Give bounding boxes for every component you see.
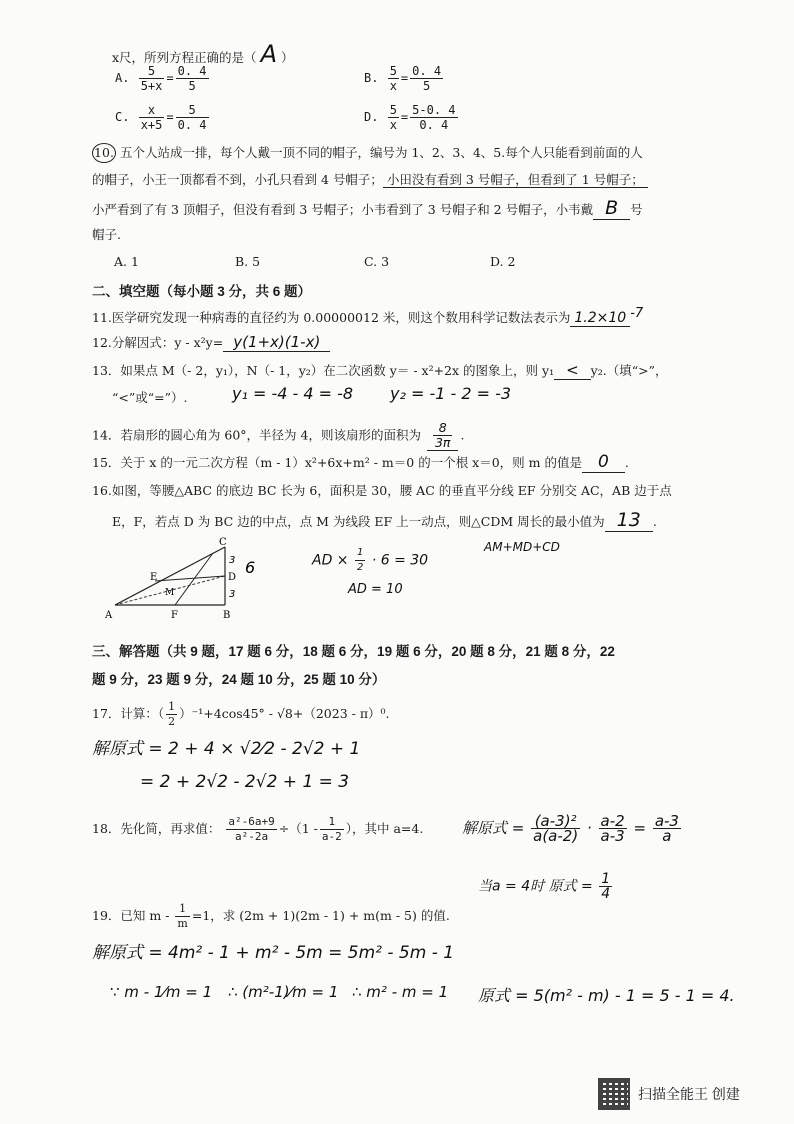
q9-option-b-right-fraction <box>410 64 443 93</box>
q16-work-sum: AM+MD+CD <box>484 540 560 554</box>
q18-work-prefix: 解原式 = <box>462 819 525 837</box>
q16-work-ad <box>312 546 428 575</box>
fraction-denominator: 0. 4 <box>177 118 207 132</box>
fraction-numerator: a-2 <box>600 812 625 830</box>
fraction-numerator: 1 <box>601 871 611 887</box>
q13-work-y1: y₁ = -4 - 4 = -8 <box>232 384 354 403</box>
q14 <box>92 421 464 451</box>
fraction-denominator: 2 <box>357 562 364 573</box>
q17-text: 17．计算：（ <box>92 706 165 721</box>
q10-line3-end: 号 <box>630 202 643 217</box>
fraction-numerator: 1 <box>320 815 344 830</box>
fraction-numerator: 5 <box>389 64 397 78</box>
q9-option-a <box>115 64 211 93</box>
fraction-denominator: 2 <box>168 715 176 728</box>
q17 <box>92 700 390 729</box>
fraction-numerator: 5 <box>139 64 165 79</box>
q14-handwritten-answer <box>427 421 458 451</box>
fraction-denominator: m <box>177 917 188 930</box>
fraction-numerator: 0. 4 <box>177 64 207 78</box>
q9-option-d-label: D. <box>364 110 379 124</box>
q10-line1-text: 五个人站成一排，每个人戴一顶不同的帽子，编号为 1、2、3、4、5.每个人只能看到前面的人 <box>119 145 643 160</box>
q9-option-c <box>115 103 211 132</box>
handwritten-mark-3-upper: 3 <box>229 555 236 566</box>
q19-work-line1: 解原式 = 4m² - 1 + m² - 5m = 5m² - 5m - 1 <box>92 943 455 963</box>
q19-work-result: 原式 = 5(m² - m) - 1 = 5 - 1 = 4. <box>478 986 735 1005</box>
q16-handwritten-answer: 13 <box>605 509 653 532</box>
q19-text-end: =1，求 (2m + 1)(2m - 1) + m(m - 5) 的值. <box>191 908 450 923</box>
q9-option-c-left-fraction <box>139 103 165 132</box>
q17-half-fraction <box>166 700 177 729</box>
q10-option-a: A. 1 <box>114 254 139 269</box>
fraction-denominator: 4 <box>601 886 611 902</box>
fraction-numerator: 5-0. 4 <box>412 103 456 117</box>
q9-stem-end: ） <box>280 50 294 65</box>
q9-option-b-label: B. <box>364 71 379 85</box>
fraction-denominator: 5+x <box>140 79 163 93</box>
q18-fraction-2 <box>320 815 344 844</box>
q10-option-b: B. 5 <box>235 254 261 269</box>
q16-end: . <box>652 514 657 529</box>
fraction-numerator: 5 <box>176 103 209 118</box>
q19-text: 19．已知 m - <box>92 908 170 923</box>
fraction-numerator: (a-3)² <box>531 814 580 829</box>
q12-text: 12.分解因式：y - x²y= <box>92 335 224 350</box>
q16-work-ad-prefix: AD × <box>312 552 349 569</box>
q10-underlined-clue: 小田没有看到 3 号帽子，但看到了 1 号帽子； <box>383 172 648 188</box>
q9-option-a-left-fraction <box>139 64 165 93</box>
fraction-denominator: a-2 <box>321 830 342 843</box>
q18-text-end: ），其中 a=4. <box>345 821 424 836</box>
q18-work-substitute: 当a = 4时 原式 = <box>478 878 593 895</box>
fraction-numerator: 1 <box>175 902 189 917</box>
q10-line2-text: 的帽子，小王一顶都看不到，小孔只看到 4 号帽子； <box>92 172 383 187</box>
fraction-numerator: 1 <box>355 546 365 561</box>
label-c: C <box>219 537 227 548</box>
label-f: F <box>171 610 178 621</box>
q19-work-derived: ∴ m² - m = 1 <box>352 983 449 1001</box>
q17-text-end: ）⁻¹+4cos45° - √8+（2023 - π）⁰. <box>179 706 390 721</box>
q18-work-dot: · <box>586 819 592 837</box>
q10-handwritten-answer: B <box>593 197 630 220</box>
q11-answer-exponent: -7 <box>630 306 644 321</box>
scanner-watermark: 扫描全能王 创建 <box>638 1086 740 1102</box>
label-d: D <box>228 572 237 583</box>
fraction-numerator: a²-6a+9 <box>228 815 275 828</box>
equals-sign: = <box>166 71 174 85</box>
q19-work-given: ∵ m - 1⁄m = 1 <box>110 983 213 1001</box>
q9-option-c-right-fraction <box>176 103 209 132</box>
q18-work-fraction-3 <box>653 814 681 843</box>
q18 <box>92 815 423 844</box>
q17-work-line1: 解原式 = 2 + 4 × √2⁄2 - 2√2 + 1 <box>92 739 361 759</box>
q18-text: 18．先化简，再求值： <box>92 821 221 836</box>
q19-work-step: ∴ (m²-1)⁄m = 1 <box>228 983 339 1001</box>
label-a: A <box>105 610 113 621</box>
fraction-numerator: 1 <box>168 700 176 713</box>
equals-sign: = <box>400 71 409 85</box>
q10-line4: 帽子. <box>92 227 121 242</box>
q10-line3-text: 小严看到了有 3 顶帽子，但没有看到 3 号帽子；小韦看到了 3 号帽子和 2 号帽子，小韦戴 <box>92 202 594 217</box>
q14-end: . <box>460 427 465 443</box>
equals-sign: = <box>400 110 409 124</box>
q10-option-d: D. 2 <box>490 254 516 269</box>
scanner-qr-code <box>598 1078 630 1110</box>
fraction-numerator: a-3 <box>654 812 679 830</box>
handwritten-mark-3-lower: 3 <box>229 589 236 600</box>
q18-work-fraction-2 <box>599 814 627 843</box>
q19 <box>92 902 450 931</box>
q9-option-b <box>364 64 445 93</box>
section-3-title-line2: 题 9 分，23 题 9 分，24 题 10 分，25 题 10 分） <box>92 672 386 687</box>
q9-option-d <box>364 103 460 132</box>
q17-work-line2: = 2 + 2√2 - 2√2 + 1 = 3 <box>140 772 350 792</box>
q15 <box>92 452 629 472</box>
q9-option-a-right-fraction <box>176 64 209 93</box>
fraction-denominator: a <box>662 827 672 845</box>
q11 <box>92 306 643 326</box>
fraction-denominator: a(a-2) <box>533 827 579 845</box>
fraction-numerator: 5 <box>389 103 397 117</box>
q18-work-equals: = <box>633 819 647 837</box>
q11-text: 11.医学研究发现一种病毒的直径约为 0.00000012 米，则这个数用科学记数法表示为 <box>92 310 571 326</box>
q16-work-ad-suffix: · 6 = 30 <box>371 552 429 569</box>
q15-text: 15．关于 x 的一元二次方程（m - 1）x²+6x+m² - m＝0 的一个根 x＝0，则 m 的值是 <box>92 455 582 470</box>
q16-line2 <box>112 509 657 531</box>
label-b: B <box>223 610 231 621</box>
q18-work-fraction-1 <box>531 814 580 843</box>
fraction-denominator: x <box>389 79 397 93</box>
q9-option-d-right-fraction <box>410 103 457 132</box>
q13-text: 13．如果点 M（- 2，y₁），N（- 1，y₂）在二次函数 y＝ - x²+2x 的图象上，则 y₁ <box>92 363 555 378</box>
q19-fraction <box>175 902 189 931</box>
q13-line2: “<”或“=”）. <box>112 390 188 405</box>
q13-line1 <box>92 361 667 379</box>
q18-fraction-1 <box>226 815 276 844</box>
fraction-numerator: 8 <box>433 421 452 436</box>
q16-work-ad-result: AD = 10 <box>348 582 403 597</box>
q15-end: . <box>624 455 629 470</box>
handwritten-mark-6: 6 <box>245 558 256 577</box>
equals-sign: = <box>166 110 174 124</box>
fraction-denominator: a-3 <box>600 827 625 845</box>
q15-handwritten-answer: 0 <box>582 452 625 473</box>
q10-line3 <box>92 197 643 219</box>
q14-text: 14．若扇形的圆心角为 60°，半径为 4，则该扇形的面积为 <box>92 427 421 443</box>
fraction-numerator: 0. 4 <box>412 64 442 78</box>
fraction-denominator: 3π <box>434 435 451 450</box>
q12-handwritten-answer: y(1+x)(1-x) <box>223 333 330 352</box>
fraction-denominator: x <box>389 118 397 132</box>
q16-work-half <box>355 546 365 575</box>
fraction-denominator: x+5 <box>140 118 163 132</box>
fraction-denominator: 0. 4 <box>419 118 449 132</box>
section-3-title-line1: 三、解答题（共 9 题，17 题 6 分，18 题 6 分，19 题 6 分，20 题 8 分，21 题 8 分，22 <box>92 644 615 659</box>
q10-line1 <box>92 143 643 163</box>
q9-handwritten-answer: A <box>260 40 277 68</box>
q13-handwritten-answer: < <box>554 361 591 380</box>
fraction-numerator: x <box>139 103 165 118</box>
q13-text-end: y₂.（填“>”， <box>590 363 668 378</box>
q10-option-c: C. 3 <box>364 254 390 269</box>
label-m: M <box>165 588 175 598</box>
q9-option-a-label: A. <box>115 71 130 85</box>
q9-option-c-label: C. <box>115 110 130 124</box>
label-e: E <box>150 572 158 583</box>
q18-work-line2 <box>478 872 614 901</box>
q12 <box>92 333 330 351</box>
q16-line1: 16.如图，等腰△ABC 的底边 BC 长为 6，面积是 30，腰 AC 的垂直平分线 EF 分别交 AC，AB 边于点 <box>92 483 672 498</box>
section-2-title: 二、填空题（每小题 3 分，共 6 题） <box>92 284 312 299</box>
fraction-denominator: 5 <box>422 79 431 93</box>
q18-work-line1 <box>462 814 683 843</box>
q11-handwritten-answer: 1.2×10 <box>570 310 630 327</box>
q9-stem-text: x尺，所列方程正确的是（ <box>112 50 257 65</box>
q9-option-b-left-fraction <box>388 64 399 93</box>
fraction-denominator: a²-2a <box>235 830 269 843</box>
q10-circled-number: 10. <box>92 143 116 163</box>
q9-option-d-left-fraction <box>388 103 399 132</box>
q18-work-result <box>599 872 612 901</box>
q18-operator: ÷（1 - <box>278 821 318 836</box>
q16-text: E，F，若点 D 为 BC 边的中点，点 M 为线段 EF 上一动点，则△CDM 周长的最小值为 <box>112 514 605 529</box>
triangle-figure <box>95 535 275 625</box>
q13-work-y2: y₂ = -1 - 2 = -3 <box>390 384 512 403</box>
fraction-denominator: 5 <box>188 79 196 93</box>
q10-line2 <box>92 170 648 188</box>
